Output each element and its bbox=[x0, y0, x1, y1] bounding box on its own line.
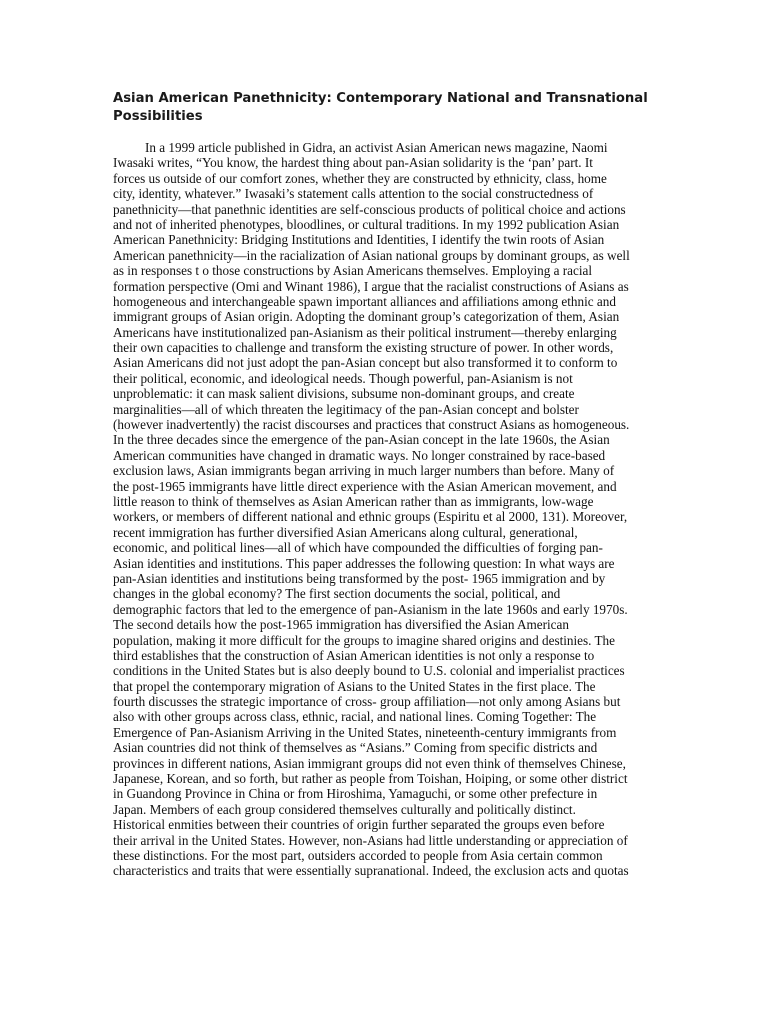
body-line: American Panethnicity: Bridging Institutions and Identities, I identify the twin roots of Asian bbox=[113, 232, 605, 248]
body-line: and not of inherited phenotypes, bloodlines, or cultural traditions. In my 1992 publication Asian bbox=[113, 216, 620, 232]
document-title: Asian American Panethnicity: Contemporary National and Transnational Possibilities bbox=[113, 91, 648, 124]
body-line: formation perspective (Omi and Winant 1986), I argue that the racialist constructions of Asians as bbox=[113, 278, 629, 294]
body-line: unproblematic: it can mask salient divisions, subsume non-dominant groups, and create bbox=[113, 386, 575, 402]
body-line: panethnicity—that panethnic identities are self-conscious products of political choice and actions bbox=[113, 201, 626, 217]
body-line: Americans have institutionalized pan-Asianism as their political instrument—thereby enlarging bbox=[113, 324, 617, 340]
body-line: provinces in different nations, Asian immigrant groups did not even think of themselves Chinese, bbox=[113, 755, 626, 771]
body-line: little reason to think of themselves as Asian American rather than as immigrants, low-wage bbox=[113, 493, 594, 509]
body-line: workers, or members of different national and ethnic groups (Espiritu et al 2000, 131). Moreover, bbox=[113, 509, 628, 525]
body-line: American panethnicity—in the racialization of Asian national groups by dominant groups, as well bbox=[113, 247, 630, 263]
body-line: as in responses t o those constructions by Asian Americans themselves. Employing a racial bbox=[113, 263, 593, 279]
body-line: homogeneous and interchangeable spawn important alliances and affiliations among ethnic and bbox=[113, 293, 616, 309]
body-line: the post-1965 immigrants have little direct experience with the Asian American movement, and bbox=[113, 478, 617, 494]
body-line: Asian identities and institutions. This paper addresses the following question: In what ways are bbox=[113, 555, 615, 571]
body-line: economic, and political lines—all of which have compounded the difficulties of forging pan- bbox=[113, 540, 603, 556]
body-line: Asian Americans did not just adopt the pan-Asian concept but also transformed it to conform to bbox=[113, 355, 618, 371]
body-line: Japanese, Korean, and so forth, but rather as people from Toishan, Hoiping, or some other district bbox=[113, 771, 628, 787]
body-line: Emergence of Pan-Asianism Arriving in the United States, nineteenth-century immigrants from bbox=[113, 724, 617, 740]
body-line: American communities have changed in dramatic ways. No longer constrained by race-based bbox=[113, 447, 606, 463]
body-line: Japan. Members of each group considered themselves culturally and politically distinct. bbox=[113, 801, 576, 817]
body-line: characteristics and traits that were essentially supranational. Indeed, the exclusion acts and quotas bbox=[113, 863, 629, 879]
body-line: Historical enmities between their countries of origin further separated the groups even before bbox=[113, 817, 605, 833]
body-line: population, making it more difficult for the groups to imagine shared origins and destinies. The bbox=[113, 632, 616, 648]
body-line: in Guandong Province in China or from Hiroshima, Yamaguchi, or some other prefecture in bbox=[113, 786, 598, 802]
body-line: also with other groups across class, ethnic, racial, and national lines. Coming Together: The bbox=[113, 709, 597, 725]
body-line: pan-Asian identities and institutions being transformed by the post- 1965 immigration and by bbox=[113, 570, 606, 586]
body-line: recent immigration has further diversified Asian Americans along cultural, generational, bbox=[113, 524, 578, 540]
body-line: their political, economic, and ideological needs. Though powerful, pan-Asianism is not bbox=[113, 370, 573, 386]
body-line: changes in the global economy? The first section documents the social, political, and bbox=[113, 586, 561, 602]
body-line: In the three decades since the emergence of the pan-Asian concept in the late 1960s, the Asian bbox=[113, 432, 610, 448]
body-line: marginalities—all of which threaten the legitimacy of the pan-Asian concept and bolster bbox=[113, 401, 579, 417]
body-line: Asian countries did not think of themselves as “Asians.” Coming from specific districts and bbox=[113, 740, 598, 756]
body-line: demographic factors that led to the emergence of pan-Asianism in the late 1960s and early 1970s. bbox=[113, 601, 628, 617]
body-line: city, identity, whatever.” Iwasaki’s statement calls attention to the social constructedness of bbox=[113, 186, 594, 202]
body-line: that propel the contemporary migration of Asians to the United States in the first place. The bbox=[113, 678, 596, 694]
body-line: these distinctions. For the most part, outsiders accorded to people from Asia certain common bbox=[113, 847, 603, 863]
body-line: their arrival in the United States. However, non-Asians had little understanding or appreciation of bbox=[113, 832, 628, 848]
body-line: (however inadvertently) the racist discourses and practices that construct Asians as homogeneous. bbox=[113, 417, 630, 433]
body-line: fourth discusses the strategic importance of cross- group affiliation—not only among Asians but bbox=[113, 694, 621, 710]
body-line: forces us outside of our comfort zones, whether they are constructed by ethnicity, class, home bbox=[113, 170, 607, 186]
body-line: conditions in the United States but is also deeply bound to U.S. colonial and imperialist practices bbox=[113, 663, 625, 679]
body-line: Iwasaki writes, “You know, the hardest thing about pan-Asian solidarity is the ‘pan’ part. It bbox=[113, 155, 593, 171]
body-line: In a 1999 article published in Gidra, an activist Asian American news magazine, Naomi bbox=[145, 140, 608, 155]
body-line: exclusion laws, Asian immigrants began arriving in much larger numbers than before. Many of bbox=[113, 463, 615, 479]
document-body bbox=[113, 140, 693, 879]
body-line: third establishes that the construction of Asian American identities is not only a response to bbox=[113, 647, 595, 663]
body-line: immigrant groups of Asian origin. Adopting the dominant group’s categorization of them, Asian bbox=[113, 309, 620, 325]
body-line: The second details how the post-1965 immigration has diversified the Asian American bbox=[113, 617, 569, 633]
body-line: their own capacities to challenge and transform the existing structure of power. In other words, bbox=[113, 340, 614, 356]
